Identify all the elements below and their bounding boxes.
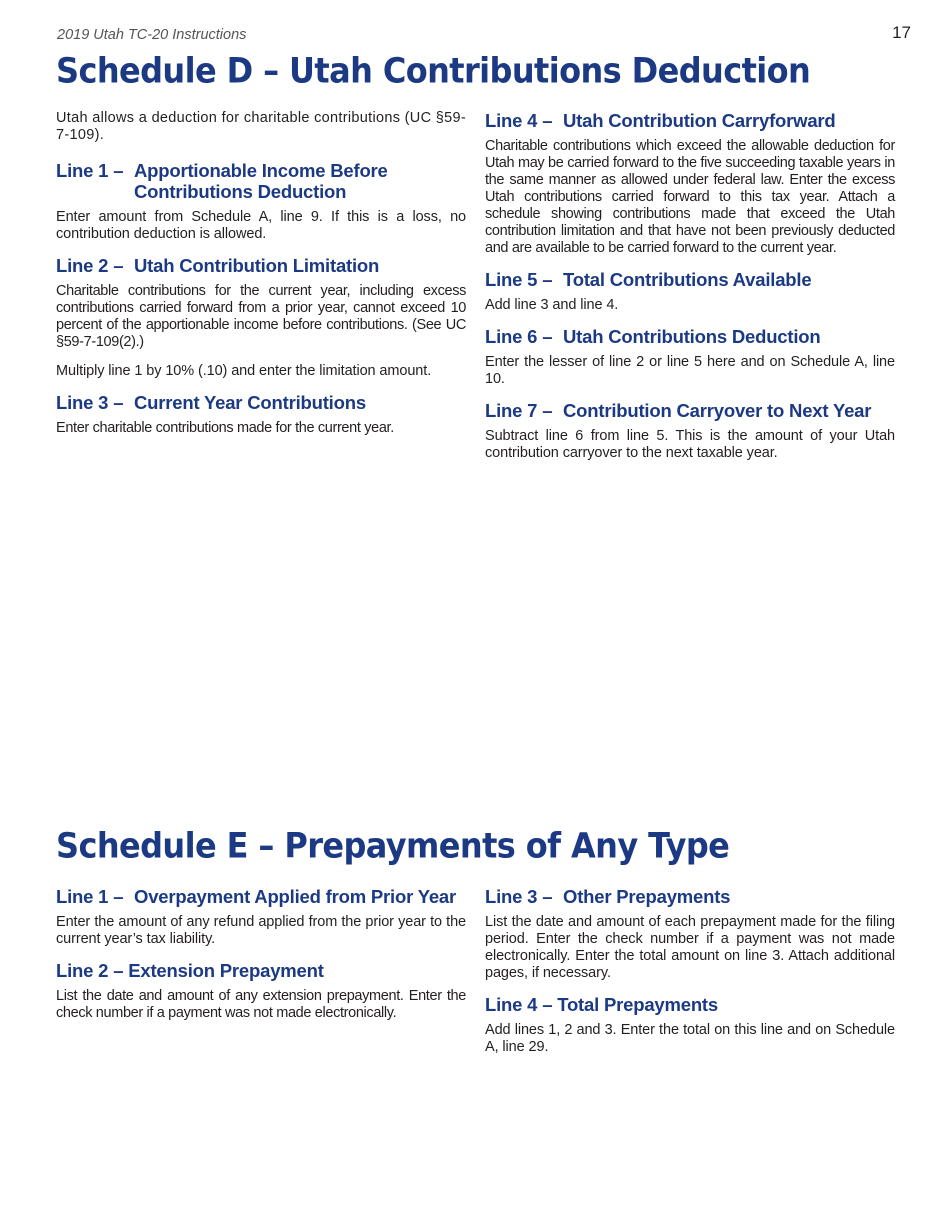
line-title: Current Year Contributions: [134, 392, 366, 413]
line-label: Line 3 –: [485, 886, 553, 907]
schedule-d-line2-instruction: Multiply line 1 by 10% (.10) and enter the limitation amount.: [56, 363, 432, 379]
schedule-d-line1-text: Enter amount from Schedule A, line 9. If this is a loss, no contribution deduction is allowed.: [56, 209, 466, 242]
schedule-e-line4-heading: Line 4 – Total Prepayments: [485, 994, 718, 1015]
line-title: Utah Contribution Carryforward: [563, 110, 836, 131]
schedule-d-line6-heading: [485, 326, 895, 347]
schedule-d-line7-text: Subtract line 6 from line 5. This is the amount of your Utah contribution carryover to the next taxable year.: [485, 428, 895, 461]
line-label: Line 1 –: [56, 886, 124, 907]
schedule-e-line3-text: List the date and amount of each prepayment made for the filing period. Enter the check number if a payment was not made electronically. Enter the total amount on line 3. Attach additional pages, if necessary.: [485, 914, 895, 981]
schedule-e-line3-heading: [485, 886, 895, 907]
schedule-d-line4-heading: [485, 110, 895, 131]
schedule-e-right-column: [485, 886, 895, 1068]
line-label: Line 7 –: [485, 400, 553, 421]
line-title: Utah Contributions Deduction: [563, 326, 821, 347]
schedule-e-line4-text: Add lines 1, 2 and 3. Enter the total on this line and on Schedule A, line 29.: [485, 1022, 895, 1055]
line-label: Line 4 –: [485, 110, 553, 131]
line-title: Overpayment Applied from Prior Year: [134, 886, 456, 907]
line-label: Line 5 –: [485, 269, 553, 290]
line-title: Apportionable Income Before: [134, 160, 388, 181]
schedule-e-line2-heading: Line 2 – Extension Prepayment: [56, 960, 324, 981]
line-label: Line 3 –: [56, 392, 124, 413]
schedule-d-line2-heading: [56, 255, 466, 276]
line-label: Line 1 –: [56, 160, 124, 181]
schedule-e-left-column: [56, 886, 466, 1034]
schedule-d-intro: Utah allows a deduction for charitable contributions (UC §59-7-109).: [56, 110, 466, 143]
line-label: Line 6 –: [485, 326, 553, 347]
schedule-d-line5-heading: [485, 269, 895, 290]
line-title: Other Prepayments: [563, 886, 731, 907]
schedule-d-title: Schedule D – Utah Contributions Deduction: [56, 50, 811, 92]
line-title: Contribution Carryover to Next Year: [563, 400, 872, 421]
schedule-d-line5-text: Add line 3 and line 4.: [485, 297, 619, 313]
schedule-d-line7-heading: [485, 400, 895, 421]
running-head: 2019 Utah TC-20 Instructions: [57, 27, 247, 43]
schedule-d-line4-text: Charitable contributions which exceed the allowable deduction for Utah may be carried forward to the five succeeding taxable years in the same manner as allowed under federal law. Enter the excess Utah contributions carried forward to this tax year. Attach a schedule showing contributions made that exceed the Utah contribution limitation and that have not been previously deducted and are available to be carried forward to the current year.: [485, 138, 895, 256]
line-title: Total Contributions Available: [563, 269, 812, 290]
schedule-d-right-column: [485, 110, 895, 474]
schedule-d-line1-heading: [56, 160, 466, 202]
schedule-d-line2-text: Charitable contributions for the current year, including excess contributions carried forward from a prior year, cannot exceed 10 percent of the apportionable income before contributions. (See UC §59-7-109(2).): [56, 283, 466, 350]
schedule-d-line3-heading: [56, 392, 466, 413]
line-title-continued: Contributions Deduction: [134, 181, 347, 202]
schedule-e-line2-text: List the date and amount of any extension prepayment. Enter the check number if a payment was not made electronically.: [56, 988, 466, 1021]
schedule-e-line1-text: Enter the amount of any refund applied from the prior year to the current year’s tax liability.: [56, 914, 466, 947]
line-title: Utah Contribution Limitation: [134, 255, 380, 276]
schedule-e-title: Schedule E – Prepayments of Any Type: [56, 825, 730, 867]
schedule-d-line3-text: Enter charitable contributions made for the current year.: [56, 420, 394, 436]
page-number: 17: [892, 23, 911, 42]
schedule-d-line6-text: Enter the lesser of line 2 or line 5 here and on Schedule A, line 10.: [485, 354, 895, 387]
line-label: Line 2 –: [56, 255, 124, 276]
schedule-d-left-column: [56, 110, 466, 449]
schedule-e-line1-heading: [56, 886, 466, 907]
